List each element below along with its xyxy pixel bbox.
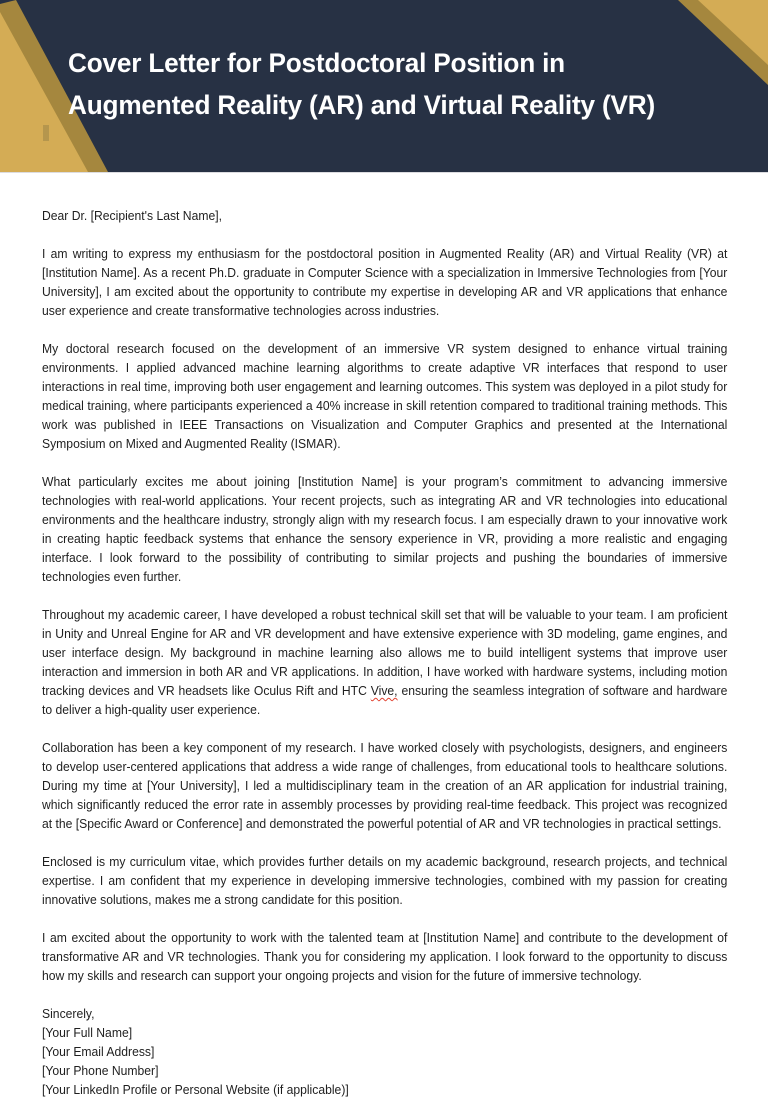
letter-body xyxy=(42,206,727,1099)
letter-paragraph-intro: I am writing to express my enthusiasm for the postdoctoral position in Augmented Reality (AR) and Virtual Reality (VR) at [Institution Name]. As a recent Ph.D. graduate in Computer Science with a specialization in Immersive Technologies from [Your University], I am excited about the opportunity to contribute my expertise in developing AR and VR applications that enhance user experience and create transformative technologies across industries. xyxy=(42,246,728,318)
page-title xyxy=(68,42,655,126)
letter-paragraph-skills xyxy=(42,605,727,719)
signature-website-placeholder: [Your LinkedIn Profile or Personal Website (if applicable)] xyxy=(42,1082,349,1097)
page-title-line-1: Cover Letter for Postdoctoral Position in xyxy=(68,48,565,78)
letter-paragraph-collaboration: Collaboration has been a key component of my research. I have worked closely with psychologists, designers, and engineers to develop user-centered applications that address a wide range of challenges, from educational tools to healthcare solutions. During my time at [Your University], I led a multidisciplinary team in the creation of an AR application for industrial training, which significantly reduced the error rate in assembly processes by providing real-time feedback. This project was recognized at the [Specific Award or Conference] and demonstrated the powerful potential of AR and VR technologies in practical settings. xyxy=(42,740,728,831)
paragraph-text-pre: Throughout my academic career, I have developed a robust technical skill set that will be valuable to your team. I am proficient in Unity and Unreal Engine for AR and VR development and have extensive experience with 3D modeling, game engines, and user interface design. My background in machine learning also allows me to build intelligent systems that improve user interaction and immersion in both AR and VR applications. In addition, I have worked with hardware systems, including motion tracking devices and VR headsets like Oculus Rift and HTC xyxy=(42,607,728,698)
header-banner xyxy=(0,0,768,173)
spellcheck-underlined-word: Vive, xyxy=(370,683,398,698)
signature-phone-placeholder: [Your Phone Number] xyxy=(42,1063,159,1078)
paragraph-text-post: ensuring the seamless integration of software and hardware to deliver a high-quality user experience. xyxy=(42,683,728,717)
signature-name-placeholder: [Your Full Name] xyxy=(42,1025,133,1040)
letter-paragraph-conclusion: I am excited about the opportunity to work with the talented team at [Institution Name] and contribute to the development of transformative AR and VR technologies. Thank you for considering my application. I look forward to the opportunity to discuss how my skills and research can support your ongoing projects and vision for the future of immersive technology. xyxy=(42,930,728,983)
closing-salutation: Sincerely, xyxy=(42,1006,95,1021)
letter-paragraph-research: My doctoral research focused on the development of an immersive VR system designed to enhance virtual training environments. I applied advanced machine learning algorithms to create adaptive VR interfaces that respond to user interactions in real time, improving both user engagement and learning outcomes. This system was deployed in a pilot study for medical training, where participants experienced a 40% increase in skill retention compared to traditional training methods. This work was published in IEEE Transactions on Visualization and Computer Graphics and presented at the International Symposium on Mixed and Augmented Reality (ISMAR). xyxy=(42,341,728,451)
salutation: Dear Dr. [Recipient's Last Name], xyxy=(42,208,222,223)
letter-paragraph-institution-fit: What particularly excites me about joining [Institution Name] is your program’s commitment to advancing immersive technologies with real-world applications. Your recent projects, such as integrating AR and VR technologies into educational environments and the healthcare industry, strongly align with my research focus. I am especially drawn to your innovative work in creating haptic feedback systems that enhance the sensory experience in VR, providing a more realistic and engaging interface. I look forward to the possibility of contributing to similar projects and pushing the boundaries of immersive technologies even further. xyxy=(42,474,728,584)
signature-email-placeholder: [Your Email Address] xyxy=(42,1044,155,1059)
page-title-line-2: Augmented Reality (AR) and Virtual Reality (VR) xyxy=(68,90,656,120)
gold-accent-mark xyxy=(43,125,49,141)
letter-paragraph-enclosure: Enclosed is my curriculum vitae, which provides further details on my academic background, research projects, and technical expertise. I am confident that my experience in developing immersive technologies, combined with my passion for creating innovative solutions, makes me a strong candidate for this position. xyxy=(42,854,728,907)
